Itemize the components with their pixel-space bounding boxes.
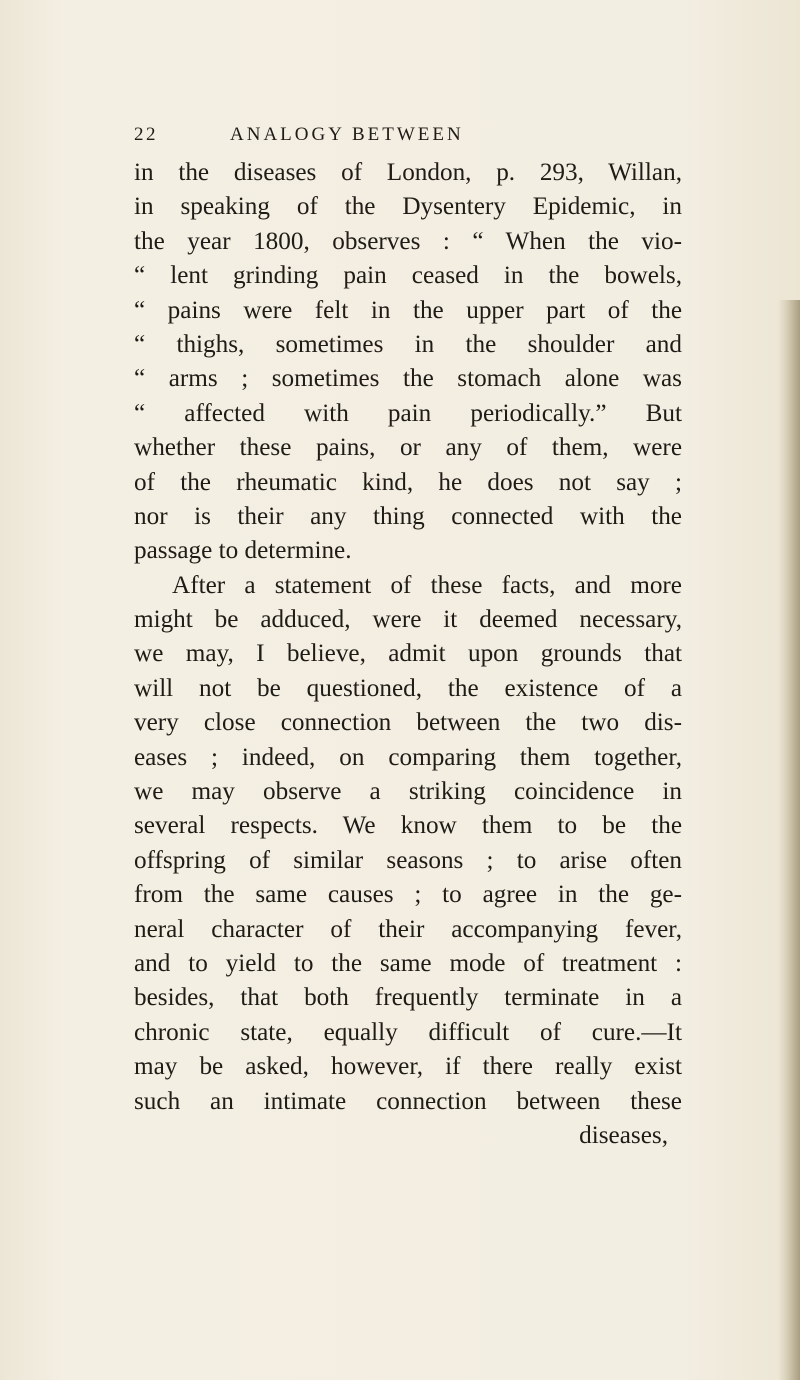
text-line: whether these pains, or any of them, were [134,434,682,462]
text-line: several respects. We know them to be the [134,812,682,840]
text-line: in the diseases of London, p. 293, Willan, [134,159,682,186]
text-line: very close connection between the two dis- [134,709,682,737]
text-line: passage to determine. [134,537,352,565]
text-line: nor is their any thing connected with the [134,502,682,530]
text-line: and to yield to the same mode of treatment : [134,949,682,977]
text-line: may be asked, however, if there really exist [134,1053,682,1081]
page-number: 22 [134,124,158,145]
text-line: offspring of similar seasons ; to arise often [134,846,682,874]
text-line: “ arms ; sometimes the stomach alone was [134,365,682,393]
text-line: neral character of their accompanying fever, [134,915,682,943]
text-line: from the same causes ; to agree in the ge- [134,881,682,909]
text-line: the year 1800, observes : “ When the vio- [134,227,682,255]
catchword: diseases, [579,1121,668,1149]
text-line: of the rheumatic kind, he does not say ; [134,468,682,496]
body-text [134,156,682,1153]
text-line: we may, I believe, admit upon grounds that [134,640,682,668]
running-head-title: ANALOGY BETWEEN [230,124,464,145]
text-line: “ pains were felt in the upper part of the [134,296,682,324]
text-line: we may observe a striking coincidence in [134,778,682,806]
running-head [134,124,694,154]
text-line: will not be questioned, the existence of a [134,674,682,702]
text-line: After a statement of these facts, and more [172,571,682,599]
text-line: “ affected with pain periodically.” But [134,399,682,427]
text-line: besides, that both frequently terminate in a [134,984,682,1012]
text-line: “ thighs, sometimes in the shoulder and [134,330,682,358]
text-line: might be adduced, were it deemed necessary, [134,606,682,634]
text-line: chronic state, equally difficult of cure.—It [134,1018,682,1046]
page-edge-shadow [778,300,800,1380]
text-line: “ lent grinding pain ceased in the bowels, [134,262,682,290]
text-line: in speaking of the Dysentery Epidemic, in [134,193,682,221]
text-line: eases ; indeed, on comparing them together, [134,743,682,771]
text-line: such an intimate connection between these [134,1087,682,1115]
